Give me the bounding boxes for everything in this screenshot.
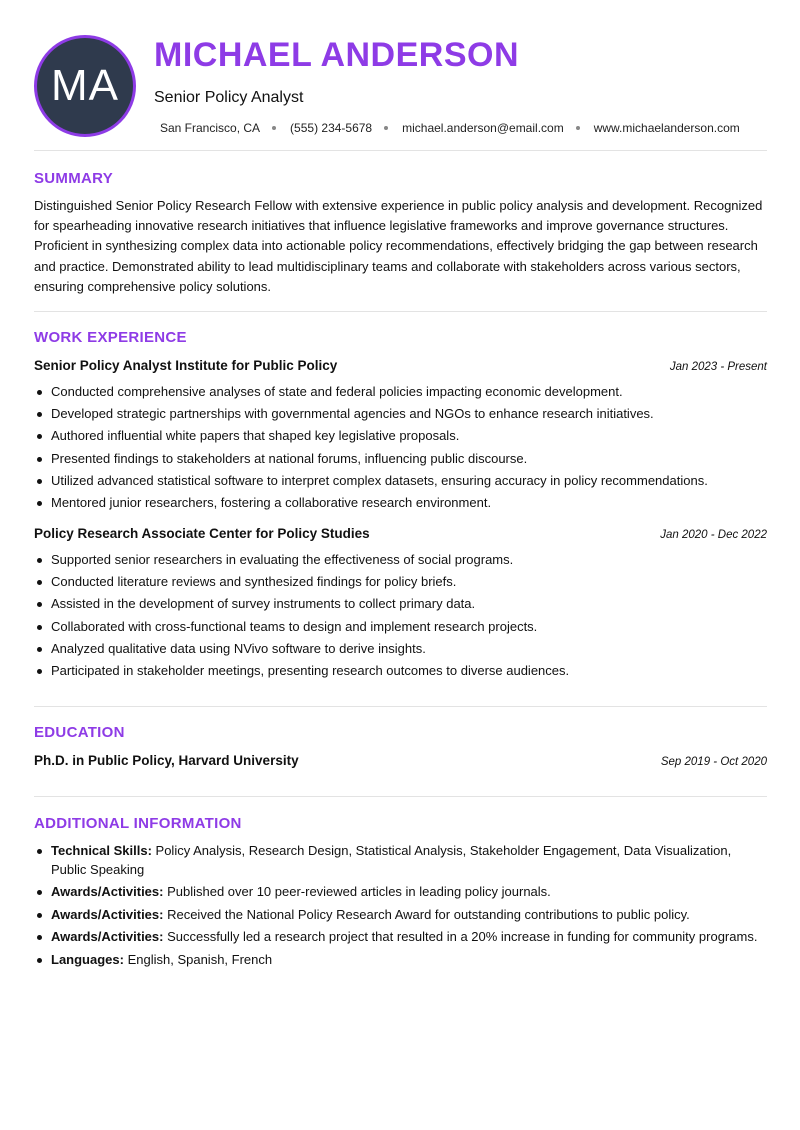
list-item — [34, 951, 767, 970]
list-item: Utilized advanced statistical software to interpret complex datasets, ensuring accuracy in policy recommendations. — [34, 470, 767, 492]
item-label: Awards/Activities: — [51, 884, 164, 899]
list-item: Presented findings to stakeholders at national forums, influencing public discourse. — [34, 448, 767, 470]
job-header — [34, 358, 767, 373]
education-degree: Ph.D. in Public Policy, Harvard University — [34, 753, 299, 768]
job-dates: Jan 2020 - Dec 2022 — [660, 529, 767, 541]
divider — [34, 796, 767, 797]
separator-dot-icon — [384, 126, 388, 130]
experience-heading: WORK EXPERIENCE — [34, 329, 187, 346]
job-bullets — [34, 381, 767, 514]
item-label: Technical Skills: — [51, 843, 152, 858]
job-header — [34, 526, 767, 541]
list-item: Participated in stakeholder meetings, presenting research outcomes to diverse audiences. — [34, 660, 767, 682]
education-entry — [34, 753, 767, 768]
summary-text: Distinguished Senior Policy Research Fellow with extensive experience in public policy analysis and development. Recognized for spearheading innovative research initiatives that influence legislative frameworks and improve governance structures. Proficient in synthesizing complex data into actionable policy recommendations, effectively bridging the gap between research and practice. Demonstrated ability to lead multidisciplinary teams and collaborate with stakeholders across various sectors, ensuring comprehensive policy solutions. — [34, 198, 763, 294]
additional-heading: ADDITIONAL INFORMATION — [34, 815, 242, 832]
item-text: Received the National Policy Research Award for outstanding contributions to public policy. — [163, 906, 690, 922]
avatar — [34, 35, 136, 137]
avatar-initials: MA — [51, 61, 119, 110]
contact-location: San Francisco, CA — [160, 121, 261, 135]
item-text: English, Spanish, French — [123, 951, 273, 967]
list-item: Authored influential white papers that shaped key legislative proposals. — [34, 425, 767, 447]
list-item: Supported senior researchers in evaluating the effectiveness of social programs. — [34, 549, 767, 571]
summary-heading: SUMMARY — [34, 170, 114, 187]
list-item: Assisted in the development of survey instruments to collect primary data. — [34, 593, 767, 615]
list-item — [34, 842, 767, 879]
divider — [34, 311, 767, 312]
list-item: Analyzed qualitative data using NVivo software to derive insights. — [34, 638, 767, 660]
list-item: Mentored junior researchers, fostering a collaborative research environment. — [34, 492, 767, 514]
list-item: Collaborated with cross-functional teams to design and implement research projects. — [34, 616, 767, 638]
list-item: Developed strategic partnerships with governmental agencies and NGOs to enhance research initiatives. — [34, 403, 767, 425]
item-label: Awards/Activities: — [51, 906, 164, 922]
list-item — [34, 928, 767, 947]
list-item: Conducted comprehensive analyses of state and federal policies impacting economic development. — [34, 381, 767, 403]
contact-email: michael.anderson@email.com — [402, 121, 564, 135]
candidate-name: MICHAEL ANDERSON — [154, 36, 520, 74]
separator-dot-icon — [576, 126, 580, 130]
item-text: Successfully led a research project that resulted in a 20% increase in funding for community programs. — [163, 929, 758, 944]
item-label: Languages: — [51, 951, 124, 967]
job-dates: Jan 2023 - Present — [669, 361, 767, 373]
job-role: Senior Policy Analyst Institute for Public Policy — [34, 358, 338, 373]
additional-list — [34, 842, 767, 973]
contact-website: www.michaelanderson.com — [593, 121, 740, 135]
job-bullets — [34, 549, 767, 682]
list-item — [34, 906, 767, 925]
list-item — [34, 883, 767, 902]
item-label: Awards/Activities: — [51, 929, 164, 944]
item-text: Published over 10 peer-reviewed articles in leading policy journals. — [163, 884, 551, 899]
contact-phone: (555) 234-5678 — [290, 121, 373, 135]
job-role: Policy Research Associate Center for Policy Studies — [34, 526, 370, 541]
separator-dot-icon — [272, 126, 276, 130]
list-item: Conducted literature reviews and synthesized findings for policy briefs. — [34, 571, 767, 593]
contact-info — [160, 121, 740, 135]
divider — [34, 706, 767, 707]
divider — [34, 150, 767, 151]
candidate-title: Senior Policy Analyst — [154, 89, 304, 106]
item-text: Policy Analysis, Research Design, Statistical Analysis, Stakeholder Engagement, Data Visualization, Public Speaking — [51, 843, 732, 877]
education-dates: Sep 2019 - Oct 2020 — [660, 756, 767, 768]
education-heading: EDUCATION — [34, 724, 125, 741]
